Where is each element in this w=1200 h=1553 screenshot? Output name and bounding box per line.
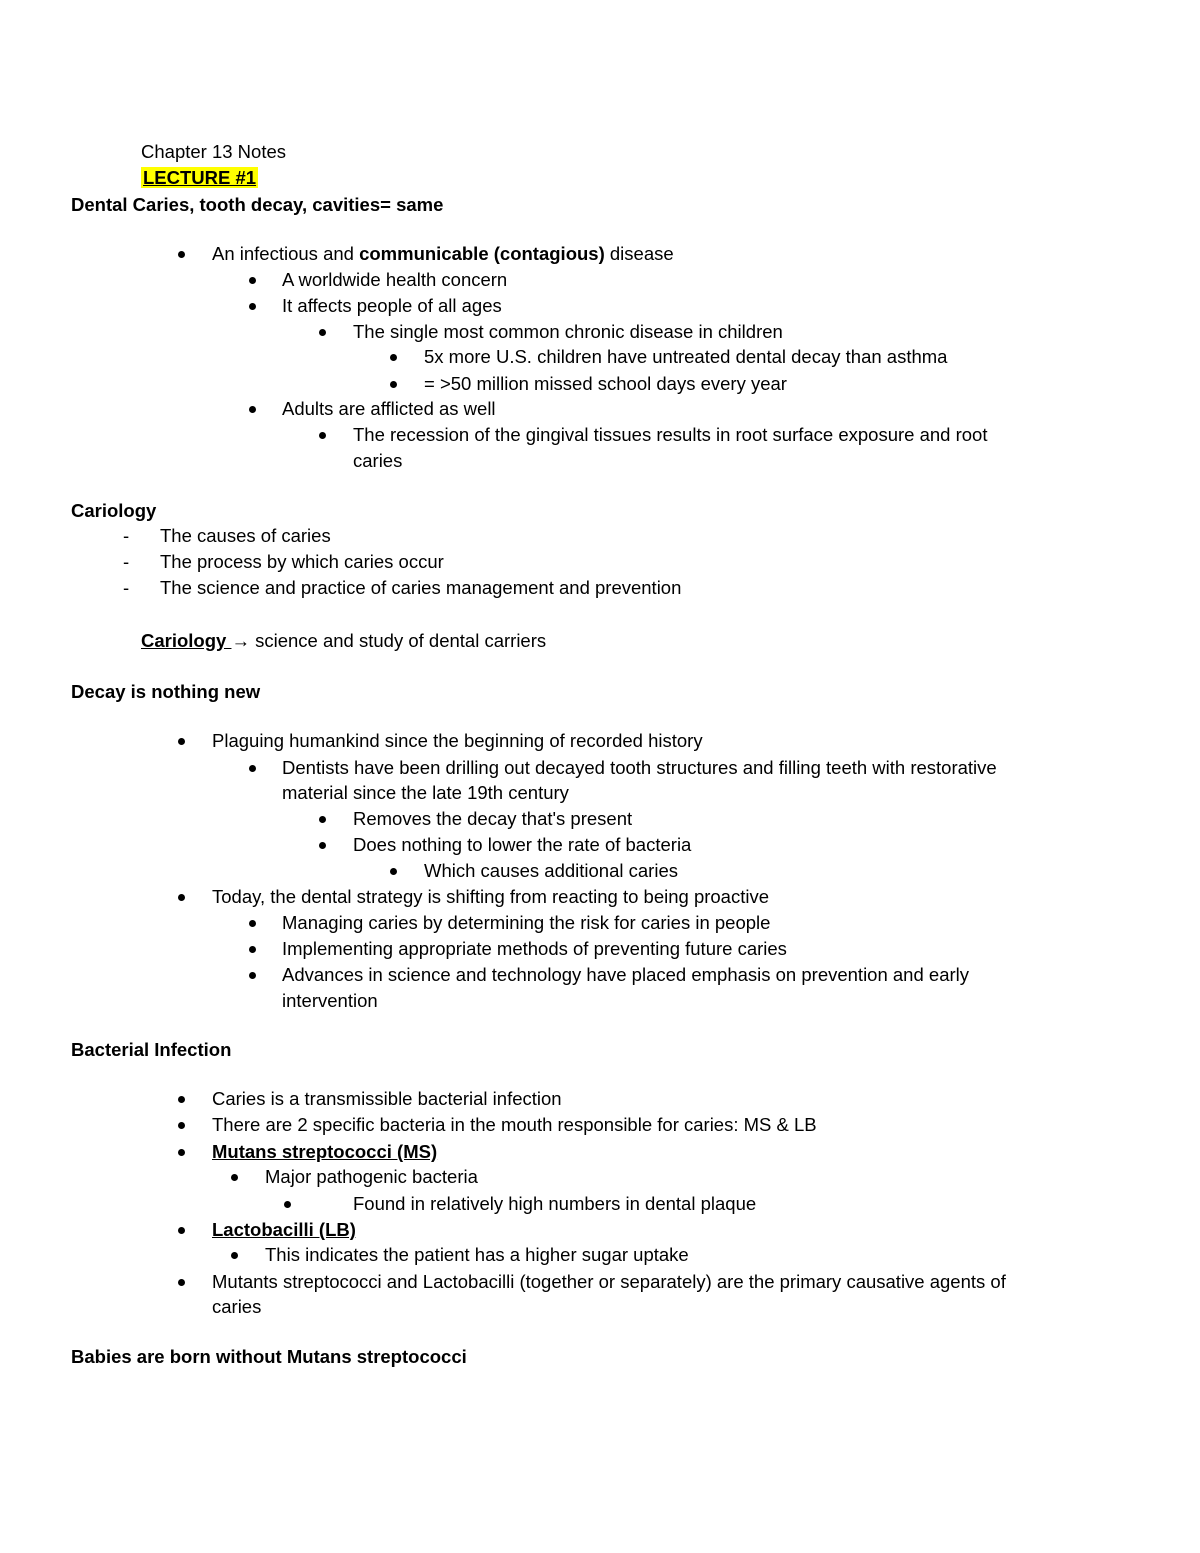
dash-bullet: - [123,551,130,572]
section-heading-babies: Babies are born without Mutans streptococci [71,1346,467,1367]
bullet-icon [178,1279,185,1286]
bullet-icon [178,1227,185,1234]
list-item: Caries is a transmissible bacterial infection [212,1088,562,1109]
list-item: Which causes additional caries [424,860,678,881]
bullet-icon [390,354,397,361]
bullet-icon [231,1252,238,1259]
bullet-icon [319,432,326,439]
list-item: Today, the dental strategy is shifting from reacting to being proactive [212,886,770,907]
bullet-icon [284,1201,291,1208]
bullet-icon [178,894,185,901]
section-heading-dental-caries: Dental Caries, tooth decay, cavities= same [71,194,444,215]
list-item: The causes of caries [160,525,331,546]
list-item-continuation: caries [212,1296,262,1317]
list-item: Advances in science and technology have placed emphasis on prevention and early [282,964,970,985]
dash-bullet: - [123,577,130,598]
list-item: The process by which caries occur [160,551,444,572]
list-item: = >50 million missed school days every year [424,373,787,394]
dash-bullet: - [123,525,130,546]
list-item: Major pathogenic bacteria [265,1166,478,1187]
bullet-icon [249,920,256,927]
list-item-lactobacilli: Lactobacilli (LB) [212,1219,356,1240]
list-item: Found in relatively high numbers in dental plaque [353,1193,757,1214]
list-item: The single most common chronic disease in children [353,321,783,342]
bullet-icon [249,277,256,284]
bullet-icon [319,329,326,336]
bullet-icon [178,1149,185,1156]
bullet-icon [249,765,256,772]
section-heading-decay: Decay is nothing new [71,681,261,702]
bullet-icon [319,816,326,823]
list-item-continuation: intervention [282,990,378,1011]
list-item: Plaguing humankind since the beginning of recorded history [212,730,703,751]
list-item: There are 2 specific bacteria in the mouth responsible for caries: MS & LB [212,1114,817,1135]
list-item: Dentists have been drilling out decayed tooth structures and filling teeth with restorative [282,757,997,778]
bullet-icon [390,868,397,875]
list-item-continuation: material since the late 19th century [282,782,569,803]
list-item-mutans-streptococci: Mutans streptococci (MS) [212,1141,438,1162]
list-item: Mutants streptococci and Lactobacilli (together or separately) are the primary causative agents of [212,1271,1006,1292]
list-item: It affects people of all ages [282,295,502,316]
section-heading-cariology: Cariology [71,500,157,521]
bullet-icon [231,1174,238,1181]
bullet-icon [178,1122,185,1129]
bullet-icon [178,738,185,745]
cariology-definition: Cariology → science and study of dental carriers [141,630,547,651]
bullet-icon [249,303,256,310]
list-item-continuation: caries [353,450,403,471]
bullet-icon [249,946,256,953]
bullet-icon [178,1096,185,1103]
list-item: An infectious and communicable (contagious) disease [212,243,674,264]
bullet-icon [390,381,397,388]
bullet-icon [249,406,256,413]
list-item: A worldwide health concern [282,269,508,290]
chapter-title: Chapter 13 Notes [141,141,287,162]
list-item: Managing caries by determining the risk for caries in people [282,912,771,933]
list-item: The science and practice of caries management and prevention [160,577,682,598]
list-item: Removes the decay that's present [353,808,633,829]
list-item: The recession of the gingival tissues results in root surface exposure and root [353,424,988,445]
list-item: This indicates the patient has a higher sugar uptake [265,1244,689,1265]
list-item: Adults are afflicted as well [282,398,496,419]
bullet-icon [178,251,185,258]
list-item: Does nothing to lower the rate of bacteria [353,834,692,855]
bullet-icon [249,972,256,979]
lecture-label: LECTURE #1 [143,167,257,188]
bullet-icon [319,842,326,849]
list-item: Implementing appropriate methods of preventing future caries [282,938,787,959]
list-item: 5x more U.S. children have untreated dental decay than asthma [424,346,948,367]
section-heading-bacterial-infection: Bacterial Infection [71,1039,232,1060]
